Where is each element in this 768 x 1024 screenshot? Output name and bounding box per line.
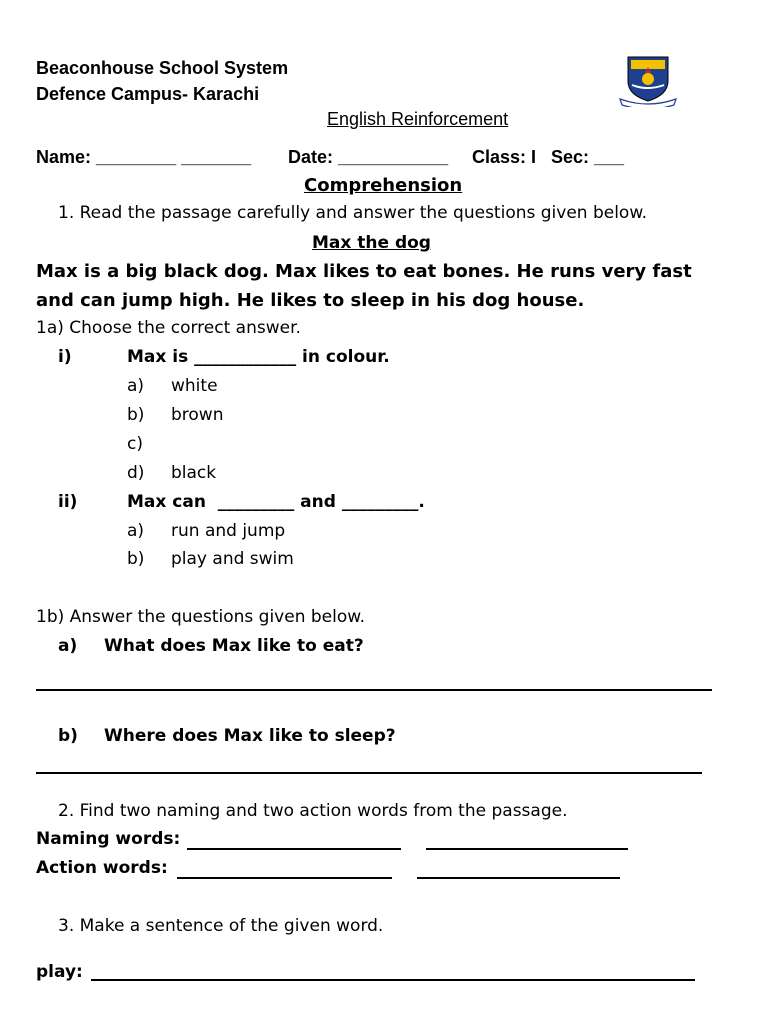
q1b-instruction: 1b) Answer the questions given below.: [36, 607, 366, 627]
q1a-instruction: 1a) Choose the correct answer.: [36, 318, 301, 338]
q3-instruction: 3. Make a sentence of the given word.: [58, 916, 384, 936]
q1a-ii-question: Max can _________ and _________.: [127, 492, 425, 512]
option-letter: b): [127, 405, 145, 425]
school-crest-logo: [618, 55, 678, 107]
sec-field: Sec: ___: [551, 147, 625, 167]
q1b-b-question: Where does Max like to sleep?: [104, 726, 396, 746]
q1-instruction: 1. Read the passage carefully and answer the questions given below.: [58, 203, 648, 223]
option-text: brown: [171, 405, 224, 425]
answer-line[interactable]: [36, 689, 712, 691]
school-name: Beaconhouse School System: [36, 58, 289, 78]
action-words-label: Action words:: [36, 858, 168, 878]
q1a-ii-number: ii): [58, 492, 78, 512]
passage-title: Max the dog: [312, 233, 431, 253]
option-text: run and jump: [171, 521, 286, 541]
q1a-i-number: i): [58, 347, 72, 367]
class-field: Class: I: [472, 147, 537, 167]
option-letter: b): [127, 549, 145, 569]
answer-line[interactable]: [36, 772, 702, 774]
date-field: Date: ___________: [288, 147, 449, 167]
option-letter: d): [127, 463, 145, 483]
section-title: Comprehension: [304, 175, 463, 196]
option-text: play and swim: [171, 549, 294, 569]
action-word-line-1[interactable]: [177, 877, 392, 879]
passage-line-1: Max is a big black dog. Max likes to eat bones. He runs very fast: [36, 261, 692, 282]
option-letter: a): [127, 521, 145, 541]
option-text: black: [171, 463, 217, 483]
q2-instruction: 2. Find two naming and two action words from the passage.: [58, 801, 568, 821]
option-letter: c): [127, 434, 143, 454]
subject-title: English Reinforcement: [327, 109, 509, 129]
passage-line-2: and can jump high. He likes to sleep in his dog house.: [36, 290, 585, 311]
naming-word-line-1[interactable]: [187, 848, 401, 850]
option-letter: a): [127, 376, 145, 396]
sentence-line[interactable]: [91, 979, 695, 981]
q1b-a-question: What does Max like to eat?: [104, 636, 364, 656]
naming-words-label: Naming words:: [36, 829, 181, 849]
q1a-i-question: Max is ____________ in colour.: [127, 347, 390, 367]
naming-word-line-2[interactable]: [426, 848, 628, 850]
q1b-b-letter: b): [58, 726, 78, 746]
action-word-line-2[interactable]: [417, 877, 620, 879]
name-field: Name: ________ _______: [36, 147, 252, 167]
q1b-a-letter: a): [58, 636, 78, 656]
play-label: play:: [36, 962, 83, 982]
campus-name: Defence Campus- Karachi: [36, 84, 260, 104]
option-text: white: [171, 376, 218, 396]
